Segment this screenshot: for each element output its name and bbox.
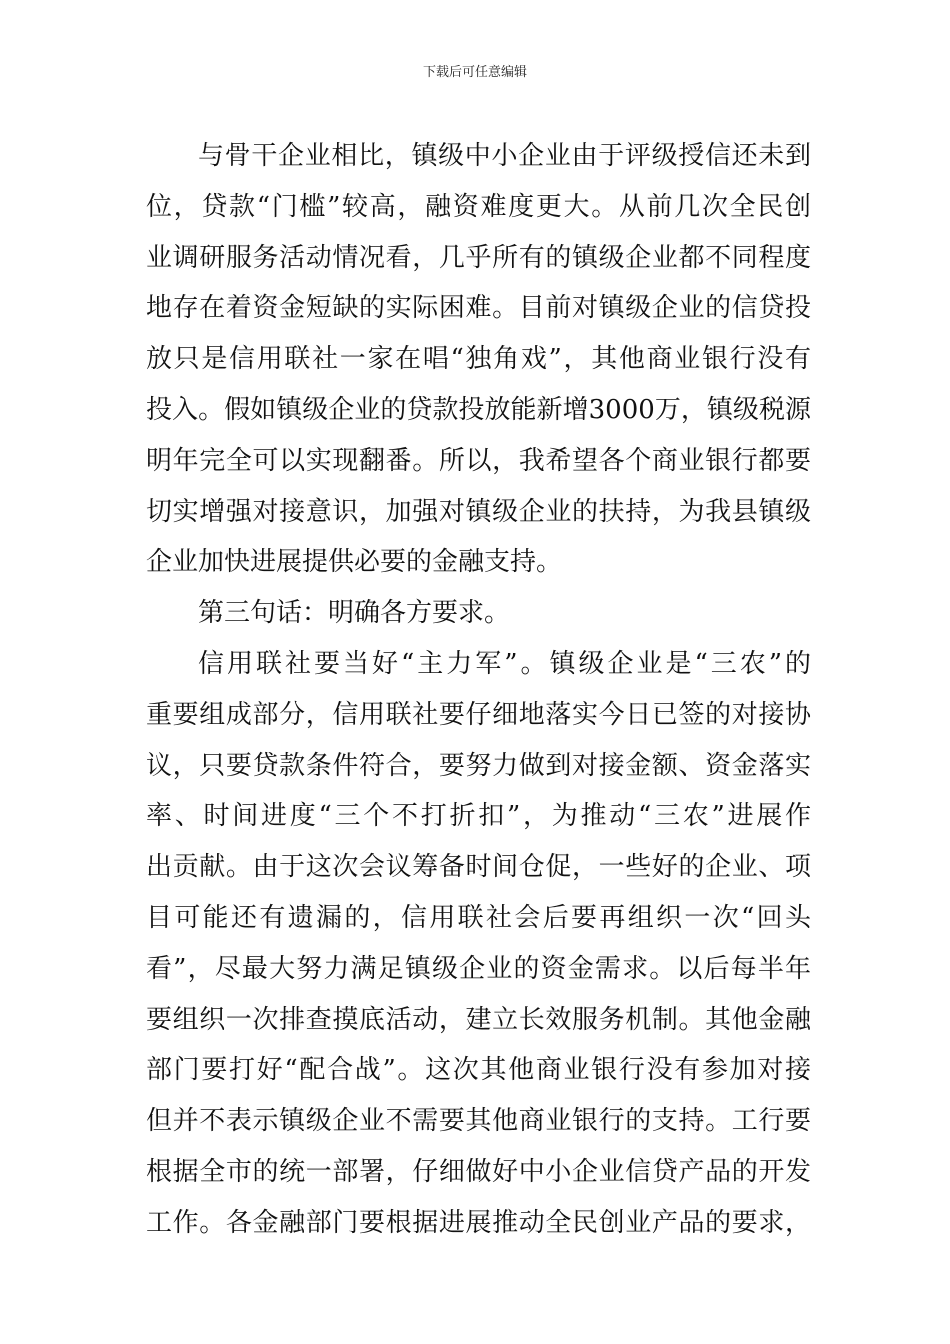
- paragraph-line: 部门要打好“配合战”。这次其他商业银行没有参加对接: [146, 1055, 811, 1086]
- paragraph-line: 目可能还有遗漏的，信用联社会后要再组织一次“回头: [146, 902, 811, 933]
- paragraph-line: 出贡献。由于这次会议筹备时间仓促，一些好的企业、项: [146, 852, 811, 883]
- paragraph-line: 企业加快进展提供必要的金融支持。: [146, 547, 563, 578]
- paragraph-line: 根据全市的统一部署，仔细做好中小企业信贷产品的开发: [146, 1156, 811, 1187]
- body-text: [146, 131, 811, 1249]
- paragraph-line: 位，贷款“门槛”较高，融资难度更大。从前几次全民创: [146, 191, 811, 222]
- paragraph-line: 明年完全可以实现翻番。所以，我希望各个商业银行都要: [146, 445, 811, 476]
- paragraph-line: 投入。假如镇级企业的贷款投放能新增3000万，镇级税源: [146, 394, 811, 425]
- paragraph-line: 工作。各金融部门要根据进展推动全民创业产品的要求，: [146, 1207, 811, 1238]
- paragraph-line: 看”，尽最大努力满足镇级企业的资金需求。以后每半年: [146, 953, 811, 984]
- paragraph-line: 率、时间进度“三个不打折扣”，为推动“三农”进展作: [146, 801, 811, 832]
- section-heading-line: 第三句话：明确各方要求。: [198, 598, 511, 629]
- paragraph-line: 要组织一次排查摸底活动，建立长效服务机制。其他金融: [146, 1004, 811, 1035]
- paragraph-line: 与骨干企业相比，镇级中小企业由于评级授信还未到: [198, 141, 811, 171]
- paragraph-line: 切实增强对接意识，加强对镇级企业的扶持，为我县镇级: [146, 496, 811, 527]
- paragraph-line: 议，只要贷款条件符合，要努力做到对接金额、资金落实: [146, 750, 811, 781]
- paragraph-line: 地存在着资金短缺的实际困难。目前对镇级企业的信贷投: [146, 293, 811, 324]
- paragraph-line: 业调研服务活动情况看，几乎所有的镇级企业都不同程度: [146, 242, 811, 273]
- paragraph-line: 重要组成部分，信用联社要仔细地落实今日已签的对接协: [146, 699, 811, 730]
- paragraph-line: 信用联社要当好“主力军”。镇级企业是“三农”的: [198, 648, 811, 679]
- header-note: 下载后可任意编辑: [422, 65, 527, 80]
- paragraph-line: 放只是信用联社一家在唱“独角戏”，其他商业银行没有: [146, 344, 811, 375]
- paragraph-line: 但并不表示镇级企业不需要其他商业银行的支持。工行要: [146, 1106, 811, 1137]
